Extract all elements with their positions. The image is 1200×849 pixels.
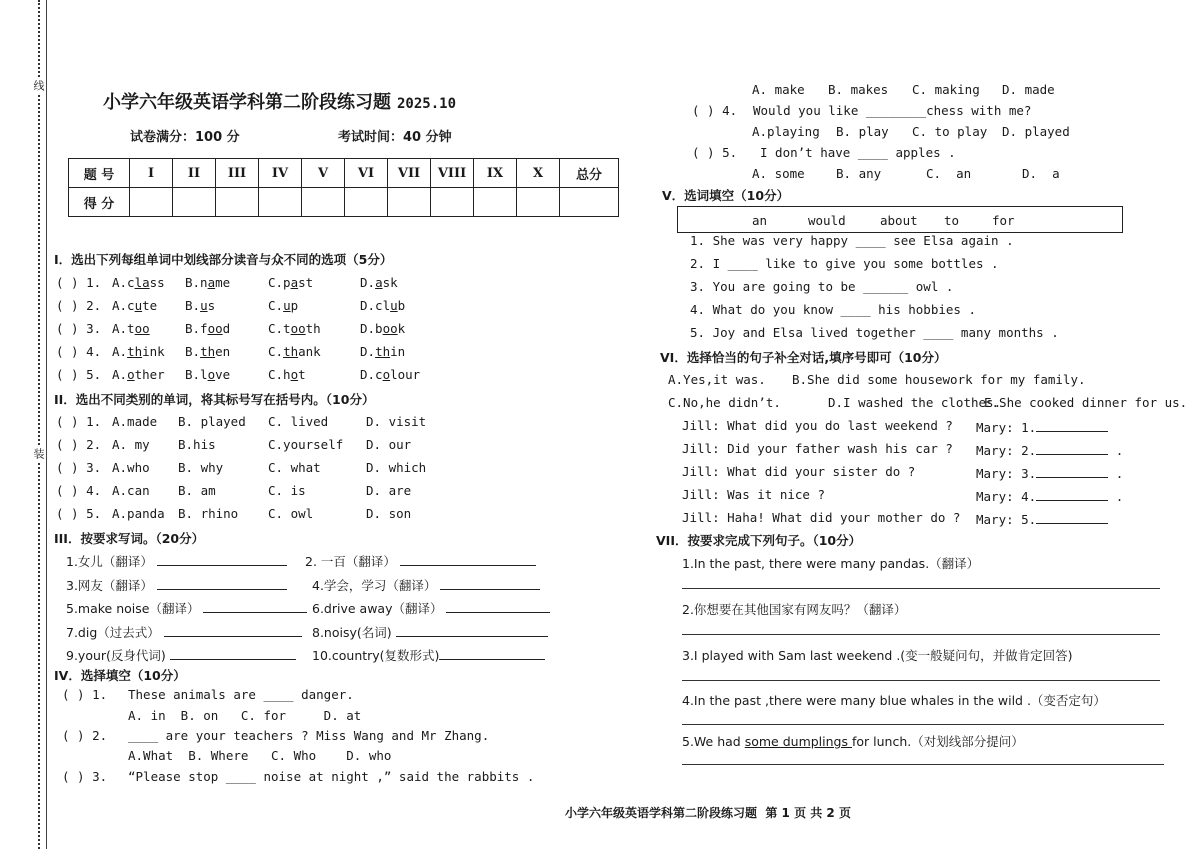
s7-q2: 2.你想要在其他国家有网友吗？（翻译） xyxy=(682,602,907,617)
s2-q4-a: A.can xyxy=(112,483,150,498)
s2-q4-d: D. are xyxy=(366,483,412,498)
s2-q4-num: ( ) 4. xyxy=(56,483,102,498)
s5-q2: 2. I ____ like to give you some bottles . xyxy=(690,256,999,271)
s1-q2-num: ( ) 2. xyxy=(56,298,102,313)
score-col-10: X xyxy=(517,159,560,188)
s2-q2-c: C.yourself xyxy=(268,437,344,452)
exam-time: 考试时间：40 分钟 xyxy=(338,130,452,145)
s6-dialog-q1: Jill: What did you do last weekend ? xyxy=(682,418,953,433)
s6-dialog-q2: Jill: Did your father wash his car ? xyxy=(682,441,953,456)
footer-page: 第 1 页 共 2 页 xyxy=(765,806,851,820)
s1-q3-d: D.book xyxy=(360,321,406,336)
answer-blank[interactable] xyxy=(157,576,287,590)
answer-blank[interactable] xyxy=(170,646,296,660)
page-left-edge xyxy=(46,0,47,849)
s1-q3-a: A.too xyxy=(112,321,150,336)
s5-q5: 5. Joy and Elsa lived together ____ many months . xyxy=(690,325,1059,340)
answer-blank[interactable] xyxy=(1036,510,1108,524)
s4-q4-opt-a: A.playing xyxy=(752,124,820,139)
score-cell[interactable] xyxy=(130,188,173,217)
s4-q3-opt-a: A. make xyxy=(752,82,805,97)
s2-q1-c: C. lived xyxy=(268,414,329,429)
title-date: 2025.10 xyxy=(397,96,457,112)
s2-q2-b: B.his xyxy=(178,437,216,452)
page-title xyxy=(103,88,456,114)
s7-q3: 3.I played with Sam last weekend .(变一般疑问句，并做肯定回答) xyxy=(682,648,1073,663)
word-bank-item: an xyxy=(752,213,768,228)
score-cell[interactable] xyxy=(302,188,345,217)
s2-q3-a: A.who xyxy=(112,460,150,475)
s1-q2-c: C.up xyxy=(268,298,299,313)
score-table-row-label: 题 号 xyxy=(69,159,130,188)
s4-q5-opt-c: C. an xyxy=(926,166,972,181)
s2-q5-a: A.panda xyxy=(112,506,165,521)
section-6-title: VI．选择恰当的句子补全对话,填序号即可（10分） xyxy=(660,350,947,365)
s5-q1: 1. She was very happy ____ see Elsa again . xyxy=(690,233,1014,248)
s4-q3-text: “Please stop ____ noise at night ,” said the rabbits . xyxy=(128,769,535,784)
s2-q4-b: B. am xyxy=(178,483,216,498)
section-5-title: V．选词填空（10分） xyxy=(662,188,790,203)
s1-q5-c: C.hot xyxy=(268,367,306,382)
s2-q5-num: ( ) 5. xyxy=(56,506,102,521)
page-footer xyxy=(565,804,851,821)
answer-blank[interactable] xyxy=(400,552,536,566)
s2-q3-d: D. which xyxy=(366,460,427,475)
s2-q3-c: C. what xyxy=(268,460,321,475)
section-7-title: VII．按要求完成下列句子。（10分） xyxy=(656,533,862,548)
score-cell[interactable] xyxy=(173,188,216,217)
binding-dotted-line xyxy=(38,0,40,849)
full-score: 试卷满分：100 分 xyxy=(130,130,240,145)
section-4-title: IV．选择填空（10分） xyxy=(54,668,186,683)
score-col-9: IX xyxy=(474,159,517,188)
s3-q8: 8.noisy(名词) xyxy=(312,623,548,641)
score-table-score-row xyxy=(69,188,619,217)
score-table-row-label: 得 分 xyxy=(69,188,130,217)
answer-line[interactable] xyxy=(682,680,1160,681)
footer-title: 小学六年级英语学科第二阶段练习题 xyxy=(565,806,758,820)
s4-q1-options: A. in B. on C. for D. at xyxy=(128,708,362,723)
s7-q1: 1.In the past, there were many pandas.（翻译） xyxy=(682,556,980,571)
s1-q3-b: B.food xyxy=(185,321,231,336)
s1-q4-b: B.then xyxy=(185,344,231,359)
answer-blank[interactable] xyxy=(439,646,545,660)
s3-q1: 1.女儿（翻译） xyxy=(66,552,287,570)
s4-q4-num: ( ) 4. xyxy=(692,103,738,118)
s4-q5-opt-d: D. a xyxy=(1022,166,1060,181)
s6-dialog-a4: Mary: 4. . xyxy=(976,489,1124,504)
s1-q1-b: B.name xyxy=(185,275,231,290)
s1-q2-a: A.cute xyxy=(112,298,158,313)
s4-q3-opt-d: D. made xyxy=(1002,82,1055,97)
s1-q5-b: B.love xyxy=(185,367,231,382)
score-table xyxy=(68,158,619,217)
s4-q4-opt-b: B. play xyxy=(836,124,889,139)
answer-blank[interactable] xyxy=(1036,487,1108,501)
answer-blank[interactable] xyxy=(446,599,550,613)
s7-q5: 5.We had some dumplings for lunch.（对划线部分提问） xyxy=(682,734,1024,749)
score-col-1: I xyxy=(130,159,173,188)
score-cell[interactable] xyxy=(474,188,517,217)
s1-q3-num: ( ) 3. xyxy=(56,321,102,336)
s1-q5-num: ( ) 5. xyxy=(56,367,102,382)
s1-q1-d: D.ask xyxy=(360,275,398,290)
s6-dialog-a3: Mary: 3. . xyxy=(976,466,1124,481)
s4-q5-opt-a: A. some xyxy=(752,166,805,181)
s6-dialog-a5: Mary: 5. xyxy=(976,510,1108,527)
s2-q5-b: B. rhino xyxy=(178,506,239,521)
s6-option-b: B.She did some housework for my family. xyxy=(792,372,1086,387)
word-bank-item: would xyxy=(808,213,846,228)
score-cell[interactable] xyxy=(431,188,474,217)
s1-q3-c: C.tooth xyxy=(268,321,321,336)
score-col-4: IV xyxy=(259,159,302,188)
s6-dialog-q5: Jill: Haha! What did your mother do ? xyxy=(682,510,961,525)
answer-line[interactable] xyxy=(682,588,1160,589)
s3-q5: 5.make noise（翻译） xyxy=(66,599,307,617)
section-2-title: II．选出不同类别的单词，将其标号写在括号内。（10分） xyxy=(54,392,375,407)
s1-q1-a: A.class xyxy=(112,275,165,290)
s3-q6: 6.drive away（翻译） xyxy=(312,599,550,617)
s1-q5-d: D.colour xyxy=(360,367,421,382)
word-bank-item: about xyxy=(880,213,918,228)
s1-q1-c: C.past xyxy=(268,275,314,290)
answer-line[interactable] xyxy=(682,764,1164,765)
word-bank-item: for xyxy=(992,213,1015,228)
score-col-2: II xyxy=(173,159,216,188)
s3-q3: 3.网友（翻译） xyxy=(66,576,287,594)
s6-option-a: A.Yes,it was. xyxy=(668,372,766,387)
score-cell[interactable] xyxy=(560,188,619,217)
s2-q4-c: C. is xyxy=(268,483,306,498)
s6-option-c: C.No,he didn’t. xyxy=(668,395,781,410)
s2-q1-num: ( ) 1. xyxy=(56,414,102,429)
score-cell[interactable] xyxy=(216,188,259,217)
s1-q4-num: ( ) 4. xyxy=(56,344,102,359)
binding-label-xian: 线 xyxy=(32,80,45,91)
s4-q2-options: A.What B. Where C. Who D. who xyxy=(128,748,392,763)
s4-q3-opt-b: B. makes xyxy=(828,82,889,97)
s4-q2-text: ____ are your teachers ? Miss Wang and Mr Zhang. xyxy=(128,728,490,743)
s3-q2: 2. 一百（翻译） xyxy=(305,552,536,570)
s2-q1-a: A.made xyxy=(112,414,158,429)
section-3-title: III．按要求写词。（20分） xyxy=(54,531,205,546)
s6-dialog-q4: Jill: Was it nice ? xyxy=(682,487,825,502)
s5-q3: 3. You are going to be ______ owl . xyxy=(690,279,954,294)
s7-q4: 4.In the past ,there were many blue whales in the wild .（变否定句） xyxy=(682,693,1106,708)
score-col-3: III xyxy=(216,159,259,188)
answer-blank[interactable] xyxy=(1036,418,1108,432)
s1-q4-d: D.thin xyxy=(360,344,406,359)
answer-line[interactable] xyxy=(682,724,1164,725)
s1-q2-d: D.club xyxy=(360,298,406,313)
s1-q4-c: C.thank xyxy=(268,344,321,359)
s1-q4-a: A.think xyxy=(112,344,165,359)
s4-q2-num: ( ) 2. xyxy=(62,728,108,743)
s2-q3-num: ( ) 3. xyxy=(56,460,102,475)
title-text: 小学六年级英语学科第二阶段练习题 xyxy=(103,92,391,113)
score-table-header-row xyxy=(69,159,619,188)
answer-blank[interactable] xyxy=(396,623,548,637)
s2-q5-c: C. owl xyxy=(268,506,314,521)
word-bank-item: to xyxy=(944,213,960,228)
s4-q1-num: ( ) 1. xyxy=(62,687,108,702)
s6-option-d: D.I washed the clothes. xyxy=(828,395,1002,410)
score-cell[interactable] xyxy=(388,188,431,217)
s5-q4: 4. What do you know ____ his hobbies . xyxy=(690,302,976,317)
s3-q9: 9.your(反身代词) xyxy=(66,646,296,664)
s4-q3-opt-c: C. making xyxy=(912,82,980,97)
score-col-total: 总分 xyxy=(560,159,619,188)
s4-q5-opt-b: B. any xyxy=(836,166,882,181)
s2-q2-a: A. my xyxy=(112,437,150,452)
s4-q4-opt-d: D. played xyxy=(1002,124,1070,139)
s6-option-e: E.She cooked dinner for us. xyxy=(984,395,1188,410)
s2-q2-num: ( ) 2. xyxy=(56,437,102,452)
s4-q1-text: These animals are ____ danger. xyxy=(128,687,354,702)
s4-q5-text: I don’t have ____ apples . xyxy=(760,145,956,160)
s1-q2-b: B.us xyxy=(185,298,216,313)
answer-blank[interactable] xyxy=(157,552,287,566)
s1-q1-num: ( ) 1. xyxy=(56,275,102,290)
s3-q10: 10.country(复数形式) xyxy=(312,646,545,664)
s4-q4-text: Would you like ________chess with me? xyxy=(753,103,1032,118)
s3-q4: 4.学会，学习（翻译） xyxy=(312,576,540,594)
s4-q3-num: ( ) 3. xyxy=(62,769,108,784)
score-cell[interactable] xyxy=(517,188,560,217)
s4-q5-num: ( ) 5. xyxy=(692,145,738,160)
answer-blank[interactable] xyxy=(164,623,302,637)
s2-q5-d: D. son xyxy=(366,506,412,521)
binding-label-zhuang: 装 xyxy=(32,448,45,459)
s4-q4-opt-c: C. to play xyxy=(912,124,988,139)
binding-margin xyxy=(28,0,48,849)
s1-q5-a: A.other xyxy=(112,367,165,382)
score-col-8: VIII xyxy=(431,159,474,188)
s6-dialog-q3: Jill: What did your sister do ? xyxy=(682,464,916,479)
score-cell[interactable] xyxy=(345,188,388,217)
answer-blank[interactable] xyxy=(440,576,540,590)
score-col-5: V xyxy=(302,159,345,188)
s6-dialog-a1: Mary: 1. xyxy=(976,418,1108,435)
answer-line[interactable] xyxy=(682,634,1160,635)
answer-blank[interactable] xyxy=(203,599,307,613)
word-bank-box xyxy=(677,206,1123,233)
score-cell[interactable] xyxy=(259,188,302,217)
s2-q1-b: B. played xyxy=(178,414,246,429)
s2-q1-d: D. visit xyxy=(366,414,427,429)
answer-blank[interactable] xyxy=(1036,464,1108,478)
s3-q7: 7.dig（过去式） xyxy=(66,623,302,641)
answer-blank[interactable] xyxy=(1036,441,1108,455)
score-col-7: VII xyxy=(388,159,431,188)
section-1-title: I．选出下列每组单词中划线部分读音与众不同的选项（5分） xyxy=(54,252,393,267)
score-col-6: VI xyxy=(345,159,388,188)
s6-dialog-a2: Mary: 2. . xyxy=(976,443,1124,458)
s2-q3-b: B. why xyxy=(178,460,224,475)
s2-q2-d: D. our xyxy=(366,437,412,452)
